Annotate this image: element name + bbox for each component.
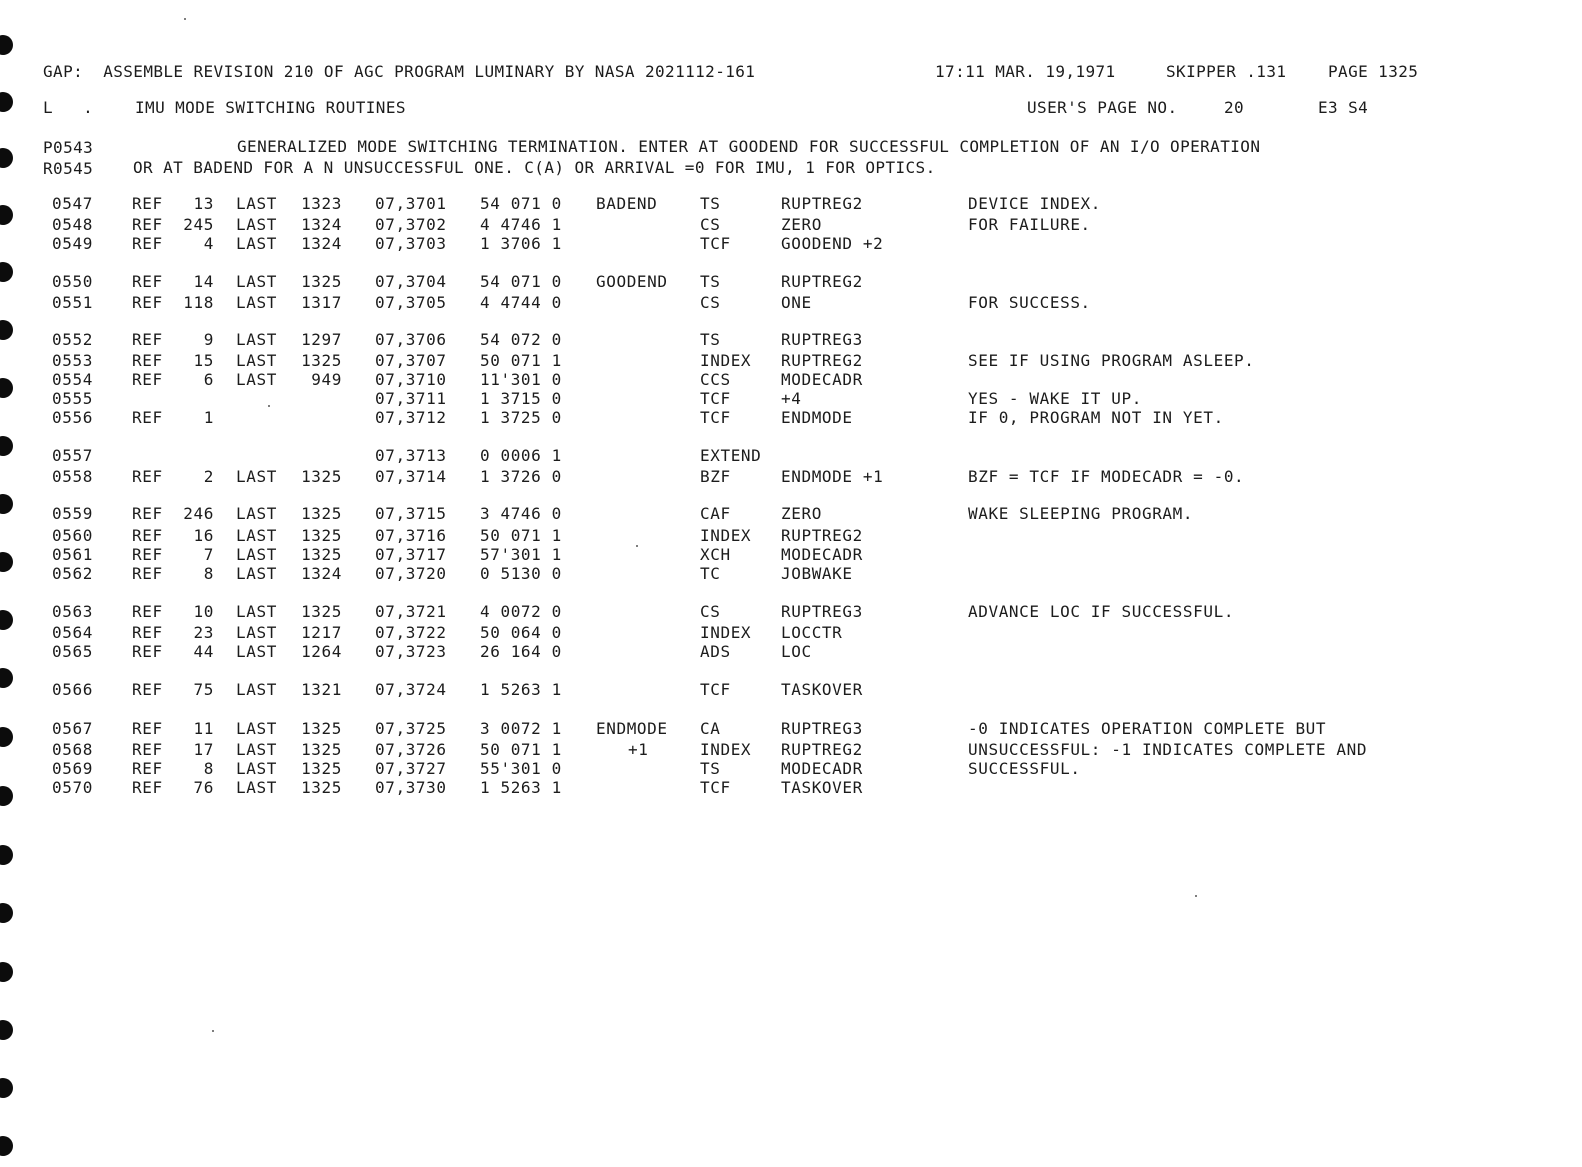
opcode: INDEX	[700, 351, 752, 370]
address: 07,3702	[375, 215, 447, 234]
opcode: EXTEND	[700, 446, 762, 465]
last-number: 1325	[301, 272, 342, 291]
last-number: 1317	[301, 293, 342, 312]
last-number: 1325	[301, 719, 342, 738]
opcode: TCF	[700, 389, 731, 408]
operand: ENDMODE	[781, 408, 853, 427]
last-label: LAST	[236, 778, 277, 797]
feed-hole	[0, 668, 13, 688]
ref-label: REF	[132, 623, 163, 642]
last-number: 1325	[301, 602, 342, 621]
address: 07,3713	[375, 446, 447, 465]
feed-hole	[0, 148, 13, 168]
operand: TASKOVER	[781, 778, 863, 797]
last-label: LAST	[236, 351, 277, 370]
operand: RUPTREG3	[781, 602, 863, 621]
ref-label: REF	[132, 719, 163, 738]
line-number: 0551	[52, 293, 93, 312]
address: 07,3727	[375, 759, 447, 778]
comment-block-id: R0545	[43, 159, 94, 178]
opcode: ADS	[700, 642, 731, 661]
line-comment: BZF = TCF IF MODECADR = -0.	[968, 467, 1245, 486]
operand: MODECADR	[781, 370, 863, 389]
opcode: TS	[700, 330, 721, 349]
opcode: XCH	[700, 545, 731, 564]
ref-number: 15	[193, 351, 214, 370]
line-number: 0562	[52, 564, 93, 583]
last-label: LAST	[236, 642, 277, 661]
opcode: CS	[700, 293, 721, 312]
machine-code: 1 3715 0	[480, 389, 562, 408]
speck	[636, 545, 638, 547]
last-label: LAST	[236, 759, 277, 778]
line-comment: DEVICE INDEX.	[968, 194, 1102, 213]
last-number: 1264	[301, 642, 342, 661]
ref-number: 1	[203, 408, 214, 427]
feed-hole	[0, 320, 13, 340]
address: 07,3726	[375, 740, 447, 759]
feed-hole	[0, 378, 13, 398]
address: 07,3707	[375, 351, 447, 370]
feed-hole	[0, 727, 13, 747]
ref-number: 11	[193, 719, 214, 738]
symbol-label: BADEND	[596, 194, 658, 213]
line-comment: FOR SUCCESS.	[968, 293, 1091, 312]
last-label: LAST	[236, 680, 277, 699]
address: 07,3714	[375, 467, 447, 486]
symbol-label: +1	[628, 740, 649, 759]
last-number: 1325	[301, 526, 342, 545]
machine-code: 57'301 1	[480, 545, 562, 564]
ref-number: 6	[203, 370, 214, 389]
ref-label: REF	[132, 272, 163, 291]
speck	[212, 1030, 214, 1032]
line-number: 0552	[52, 330, 93, 349]
comment-block-id: P0543	[43, 138, 94, 157]
line-comment: WAKE SLEEPING PROGRAM.	[968, 504, 1194, 523]
feed-hole	[0, 35, 13, 55]
line-comment: YES - WAKE IT UP.	[968, 389, 1142, 408]
line-number: 0556	[52, 408, 93, 427]
last-label: LAST	[236, 234, 277, 253]
address: 07,3717	[375, 545, 447, 564]
address: 07,3706	[375, 330, 447, 349]
operand: RUPTREG2	[781, 740, 863, 759]
user-page-number: 20	[1224, 98, 1245, 117]
section-tag: E3 S4	[1318, 98, 1369, 117]
line-number: 0553	[52, 351, 93, 370]
last-label: LAST	[236, 719, 277, 738]
last-number: 949	[311, 370, 342, 389]
operand: LOCCTR	[781, 623, 843, 642]
ref-label: REF	[132, 467, 163, 486]
line-number: 0567	[52, 719, 93, 738]
address: 07,3711	[375, 389, 447, 408]
operand: RUPTREG2	[781, 194, 863, 213]
ref-number: 7	[203, 545, 214, 564]
ref-number: 13	[193, 194, 214, 213]
last-label: LAST	[236, 526, 277, 545]
subheader-mark: L .	[43, 98, 94, 117]
opcode: CAF	[700, 504, 731, 523]
last-number: 1325	[301, 740, 342, 759]
opcode: TS	[700, 194, 721, 213]
machine-code: 50 071 1	[480, 526, 562, 545]
ref-number: 9	[203, 330, 214, 349]
ref-label: REF	[132, 293, 163, 312]
opcode: INDEX	[700, 740, 752, 759]
operand: ZERO	[781, 504, 822, 523]
machine-code: 4 4744 0	[480, 293, 562, 312]
ref-label: REF	[132, 545, 163, 564]
speck	[268, 405, 270, 407]
operand: TASKOVER	[781, 680, 863, 699]
ref-label: REF	[132, 602, 163, 621]
ref-number: 8	[203, 564, 214, 583]
user-page-label: USER'S PAGE NO.	[1027, 98, 1178, 117]
ref-number: 75	[193, 680, 214, 699]
operand: RUPTREG3	[781, 330, 863, 349]
line-comment: SEE IF USING PROGRAM ASLEEP.	[968, 351, 1255, 370]
ref-label: REF	[132, 234, 163, 253]
line-comment: SUCCESSFUL.	[968, 759, 1081, 778]
address: 07,3721	[375, 602, 447, 621]
address: 07,3730	[375, 778, 447, 797]
machine-code: 0 5130 0	[480, 564, 562, 583]
last-number: 1217	[301, 623, 342, 642]
machine-code: 0 0006 1	[480, 446, 562, 465]
operand: MODECADR	[781, 759, 863, 778]
operand: RUPTREG2	[781, 272, 863, 291]
address: 07,3703	[375, 234, 447, 253]
feed-hole	[0, 786, 13, 806]
address: 07,3724	[375, 680, 447, 699]
feed-hole	[0, 845, 13, 865]
feed-hole	[0, 1078, 13, 1098]
machine-code: 54 071 0	[480, 272, 562, 291]
last-label: LAST	[236, 740, 277, 759]
ref-number: 16	[193, 526, 214, 545]
ref-label: REF	[132, 759, 163, 778]
machine-code: 1 5263 1	[480, 778, 562, 797]
last-number: 1325	[301, 504, 342, 523]
line-number: 0570	[52, 778, 93, 797]
ref-number: 76	[193, 778, 214, 797]
opcode: TC	[700, 564, 721, 583]
address: 07,3712	[375, 408, 447, 427]
ref-number: 14	[193, 272, 214, 291]
machine-code: 55'301 0	[480, 759, 562, 778]
ref-label: REF	[132, 408, 163, 427]
ref-number: 10	[193, 602, 214, 621]
speck	[184, 18, 186, 20]
line-number: 0550	[52, 272, 93, 291]
feed-hole	[0, 494, 13, 514]
machine-code: 3 4746 0	[480, 504, 562, 523]
line-comment: UNSUCCESSFUL: -1 INDICATES COMPLETE AND	[968, 740, 1368, 759]
machine-code: 1 3725 0	[480, 408, 562, 427]
ref-number: 8	[203, 759, 214, 778]
last-number: 1323	[301, 194, 342, 213]
operand: ONE	[781, 293, 812, 312]
last-label: LAST	[236, 504, 277, 523]
header-page: PAGE 1325	[1328, 62, 1419, 81]
address: 07,3722	[375, 623, 447, 642]
last-label: LAST	[236, 467, 277, 486]
last-number: 1325	[301, 778, 342, 797]
line-number: 0569	[52, 759, 93, 778]
line-comment: -0 INDICATES OPERATION COMPLETE BUT	[968, 719, 1327, 738]
section-title: IMU MODE SWITCHING ROUTINES	[135, 98, 406, 117]
ref-label: REF	[132, 351, 163, 370]
ref-number: 2	[203, 467, 214, 486]
operand: ZERO	[781, 215, 822, 234]
address: 07,3723	[375, 642, 447, 661]
ref-label: REF	[132, 680, 163, 699]
ref-label: REF	[132, 370, 163, 389]
last-number: 1325	[301, 759, 342, 778]
last-number: 1324	[301, 564, 342, 583]
opcode: TS	[700, 272, 721, 291]
line-number: 0560	[52, 526, 93, 545]
line-number: 0547	[52, 194, 93, 213]
feed-hole	[0, 92, 13, 112]
address: 07,3710	[375, 370, 447, 389]
line-number: 0566	[52, 680, 93, 699]
ref-label: REF	[132, 215, 163, 234]
opcode: TCF	[700, 408, 731, 427]
line-number: 0557	[52, 446, 93, 465]
feed-hole	[0, 1020, 13, 1040]
ref-label: REF	[132, 194, 163, 213]
operand: RUPTREG3	[781, 719, 863, 738]
opcode: CCS	[700, 370, 731, 389]
ref-label: REF	[132, 526, 163, 545]
operand: MODECADR	[781, 545, 863, 564]
address: 07,3701	[375, 194, 447, 213]
last-number: 1324	[301, 234, 342, 253]
machine-code: 11'301 0	[480, 370, 562, 389]
header-program-line: GAP: ASSEMBLE REVISION 210 OF AGC PROGRAM LUMINARY BY NASA 2021112-161	[43, 62, 756, 81]
line-number: 0554	[52, 370, 93, 389]
machine-code: 1 5263 1	[480, 680, 562, 699]
opcode: TCF	[700, 680, 731, 699]
address: 07,3705	[375, 293, 447, 312]
last-number: 1324	[301, 215, 342, 234]
line-comment: FOR FAILURE.	[968, 215, 1091, 234]
last-label: LAST	[236, 215, 277, 234]
operand: GOODEND +2	[781, 234, 884, 253]
line-number: 0559	[52, 504, 93, 523]
machine-code: 1 3706 1	[480, 234, 562, 253]
opcode: CS	[700, 602, 721, 621]
operand: JOBWAKE	[781, 564, 853, 583]
line-number: 0555	[52, 389, 93, 408]
line-number: 0549	[52, 234, 93, 253]
opcode: INDEX	[700, 526, 752, 545]
operand: ENDMODE +1	[781, 467, 884, 486]
operand: RUPTREG2	[781, 351, 863, 370]
line-number: 0565	[52, 642, 93, 661]
last-label: LAST	[236, 564, 277, 583]
comment-block-text: OR AT BADEND FOR A N UNSUCCESSFUL ONE. C(A) OR ARRIVAL =0 FOR IMU, 1 FOR OPTICS.	[133, 158, 936, 177]
operand: LOC	[781, 642, 812, 661]
feed-hole	[0, 552, 13, 572]
machine-code: 54 072 0	[480, 330, 562, 349]
ref-label: REF	[132, 504, 163, 523]
opcode: BZF	[700, 467, 731, 486]
last-label: LAST	[236, 602, 277, 621]
machine-code: 4 4746 1	[480, 215, 562, 234]
last-number: 1321	[301, 680, 342, 699]
operand: +4	[781, 389, 802, 408]
ref-label: REF	[132, 740, 163, 759]
opcode: INDEX	[700, 623, 752, 642]
line-comment: ADVANCE LOC IF SUCCESSFUL.	[968, 602, 1235, 621]
address: 07,3716	[375, 526, 447, 545]
last-label: LAST	[236, 194, 277, 213]
last-number: 1325	[301, 467, 342, 486]
ref-number: 4	[203, 234, 214, 253]
line-number: 0558	[52, 467, 93, 486]
symbol-label: ENDMODE	[596, 719, 668, 738]
ref-label: REF	[132, 330, 163, 349]
machine-code: 1 3726 0	[480, 467, 562, 486]
machine-code: 50 064 0	[480, 623, 562, 642]
ref-label: REF	[132, 778, 163, 797]
feed-hole	[0, 962, 13, 982]
feed-hole	[0, 903, 13, 923]
ref-number: 17	[193, 740, 214, 759]
ref-number: 23	[193, 623, 214, 642]
ref-number: 245	[183, 215, 214, 234]
feed-hole	[0, 1136, 13, 1156]
line-number: 0564	[52, 623, 93, 642]
ref-label: REF	[132, 642, 163, 661]
last-number: 1297	[301, 330, 342, 349]
ref-number: 44	[193, 642, 214, 661]
comment-block-text: GENERALIZED MODE SWITCHING TERMINATION. ENTER AT GOODEND FOR SUCCESSFUL COMPLETION OF AN I/O OPERATION	[237, 137, 1261, 156]
symbol-label: GOODEND	[596, 272, 668, 291]
line-number: 0568	[52, 740, 93, 759]
line-comment: IF 0, PROGRAM NOT IN YET.	[968, 408, 1224, 427]
last-number: 1325	[301, 351, 342, 370]
feed-hole	[0, 436, 13, 456]
last-number: 1325	[301, 545, 342, 564]
ref-label: REF	[132, 564, 163, 583]
opcode: CA	[700, 719, 721, 738]
address: 07,3725	[375, 719, 447, 738]
line-number: 0561	[52, 545, 93, 564]
address: 07,3715	[375, 504, 447, 523]
address: 07,3720	[375, 564, 447, 583]
line-number: 0563	[52, 602, 93, 621]
last-label: LAST	[236, 330, 277, 349]
operand: RUPTREG2	[781, 526, 863, 545]
last-label: LAST	[236, 370, 277, 389]
machine-code: 26 164 0	[480, 642, 562, 661]
machine-code: 50 071 1	[480, 351, 562, 370]
last-label: LAST	[236, 623, 277, 642]
last-label: LAST	[236, 293, 277, 312]
address: 07,3704	[375, 272, 447, 291]
opcode: TCF	[700, 234, 731, 253]
last-label: LAST	[236, 545, 277, 564]
feed-hole	[0, 262, 13, 282]
machine-code: 54 071 0	[480, 194, 562, 213]
ref-number: 118	[183, 293, 214, 312]
line-number: 0548	[52, 215, 93, 234]
machine-code: 4 0072 0	[480, 602, 562, 621]
feed-hole	[0, 610, 13, 630]
feed-hole	[0, 205, 13, 225]
opcode: TCF	[700, 778, 731, 797]
ref-number: 246	[183, 504, 214, 523]
header-date: 17:11 MAR. 19,1971	[935, 62, 1116, 81]
opcode: TS	[700, 759, 721, 778]
opcode: CS	[700, 215, 721, 234]
header-skipper: SKIPPER .131	[1166, 62, 1287, 81]
last-label: LAST	[236, 272, 277, 291]
machine-code: 3 0072 1	[480, 719, 562, 738]
speck	[1195, 895, 1197, 897]
machine-code: 50 071 1	[480, 740, 562, 759]
